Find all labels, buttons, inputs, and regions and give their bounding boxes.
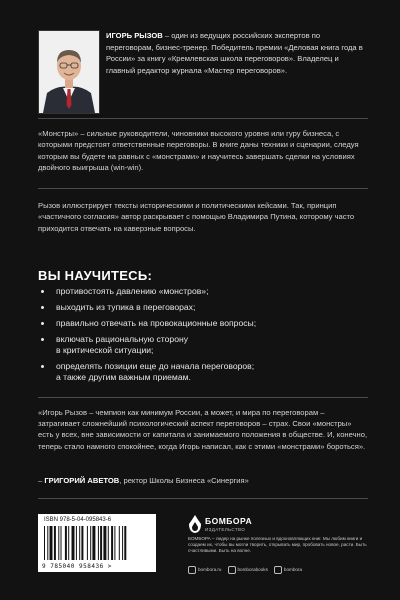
quote-author: ГРИГОРИЙ АВЕТОВ: [44, 476, 120, 485]
divider: [38, 188, 368, 189]
quote-author-role: , ректор Школы Бизнеса «Синергия»: [119, 476, 249, 485]
website-link[interactable]: [188, 566, 222, 574]
learn-list: [38, 286, 368, 388]
instagram-link[interactable]: [228, 566, 268, 574]
bombora-logo-icon: [188, 514, 202, 534]
barcode-bars: [44, 526, 150, 560]
publisher-sub: ИЗДАТЕЛЬСТВО: [205, 527, 246, 532]
globe-icon: [188, 566, 196, 574]
website-label: bombora.ru: [198, 567, 222, 573]
divider: [38, 397, 368, 398]
publisher-brand: БОМБОРА: [205, 516, 253, 526]
learn-item: правильно отвечать на провокационные вопросы;: [38, 318, 368, 334]
divider: [38, 118, 368, 119]
author-bio-text: – один из ведущих российских экспертов по переговорам, бизнес-тренер. Победитель премии «Деловая книга года в России» за книгу «Кремлевская школа переговоров». Владелец и главный редактор журнала «Мастер переговоров».: [106, 31, 363, 75]
author-name: ИГОРЬ РЫЗОВ: [106, 31, 163, 40]
divider: [38, 498, 368, 499]
isbn-label: ISBN 978-5-04-095843-6: [44, 517, 112, 523]
barcode: [38, 514, 156, 572]
quote-dash: –: [38, 476, 45, 485]
learn-heading: ВЫ НАУЧИТЕСЬ:: [38, 268, 153, 283]
testimonial-quote: «Игорь Рызов – чемпион как минимум России, а может, и мира по переговорам – затрагивает сложнейший психологический аспект переговоров – страх. Свои «монстры» есть у всех, вне зависимости от капитала и занимаемого положения в обществе. И, конечно, теперь стало намного спокойнее, когда Игорь написал, как с этими «монстрами» бороться».: [38, 408, 368, 451]
quote-source: [38, 476, 368, 485]
learn-item-continuation: а также другим важным приемам.: [56, 372, 191, 382]
barcode-number: 9 785040 958436 >: [42, 563, 112, 570]
author-block: [38, 30, 368, 126]
publisher-description: БОМБОРА – лидер на рынке полезных и вдохновляющих книг. Мы любим книги и создаем их, чтобы вы могли творить, открывать мир, пробовать новое, расти. Быть счастливыми. Быть на волне.: [188, 536, 367, 553]
instagram-label: bomborabooks: [237, 567, 268, 573]
social-links: [188, 566, 302, 574]
vk-label: bombora: [283, 567, 303, 573]
description-paragraph: «Монстры» – сильные руководители, чиновники высокого уровня или гуру бизнеса, с которыми предстоят ответственные переговоры. В книге даны техники и сценарии, следуя которым вы будете на равных с «монстрами» и научитесь завершать сделки на условиях двойного выигрыша (win-win).: [38, 129, 359, 173]
vk-link[interactable]: [274, 566, 302, 574]
learn-item: выходить из тупика в переговорах;: [38, 302, 368, 318]
cases-paragraph: Рызов иллюстрирует тексты историческими и политическими кейсами. Так, принцип «частичного согласия» автор раскрывает с помощью Владимира Путина, которому часто приходится отвечать на каверзные вопросы.: [38, 201, 355, 233]
vk-icon: [274, 566, 282, 574]
learn-item: противостоять давлению «монстров»;: [38, 286, 368, 302]
learn-item: включать рациональную сторону: [38, 334, 368, 345]
author-bio: [106, 30, 368, 76]
learn-item: определять позиции еще до начала переговоров;: [38, 361, 368, 372]
learn-item-continuation: в критической ситуации;: [56, 345, 154, 355]
instagram-icon: [228, 566, 236, 574]
author-photo: [38, 30, 100, 114]
